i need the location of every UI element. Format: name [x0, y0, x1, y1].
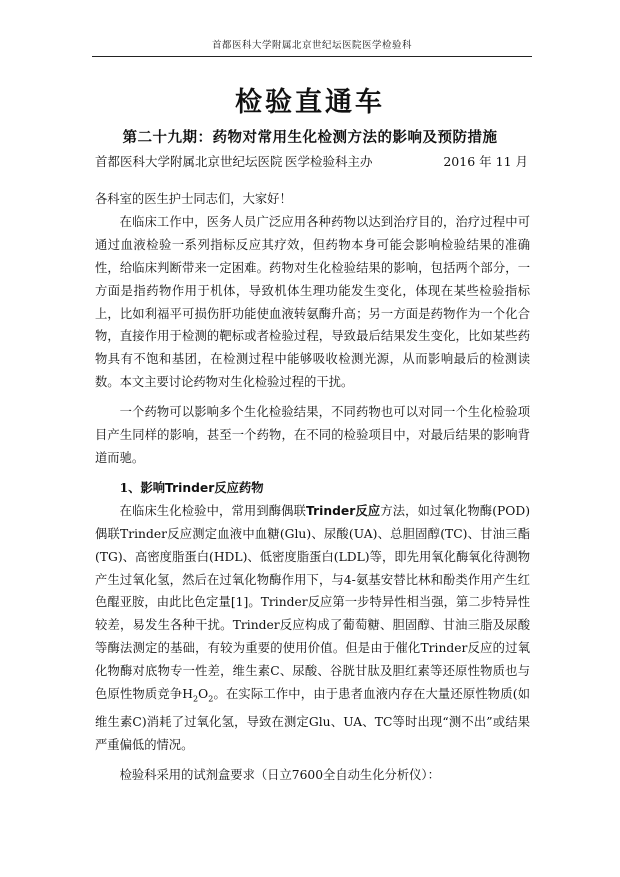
p3-subscript-2: 2: [208, 694, 214, 704]
p3-part-c: 方法，如过氧化物酶(POD)偶联Trinder反应测定血液中血糖(Glu)、尿酸(UA)、总胆固醇(TC)、甘油三酯(TG)、高密度脂蛋白(HDL)、低密度脂蛋白(LDL)等，即先用氧化酶氧化待测物产生过氧化氢，然后在过氧化物酶作用下，与4-氨基安替比林和酚类作用产生红色醌亚胺，由此比色定量[1]。Trinder反应第一步特异性相当强，第二步特异性较差，易发生各种干扰。Trinder反应构成了葡萄糖、胆固醇、甘油三脂及尿酸等酶法测定的基础，有较为重要的使用价值。但是由于催化Trinder反应的过氧化物酶对底物专一性差，维生素C、尿酸、谷胱甘肽及胆红素等还原性物质也与色原性物质竞争H: [95, 503, 531, 702]
issue-subtitle: 第二十九期：药物对常用生化检测方法的影响及预防措施: [122, 129, 498, 146]
publication-meta: [95, 152, 528, 170]
section-heading-trinder: [95, 477, 530, 500]
section-latin-term: Trinder: [165, 480, 215, 495]
article-body: [95, 188, 530, 787]
paragraph-overview: 一个药物可以影响多个生化检验结果，不同药物也可以对同一个生化检验项目产生同样的影响，甚至一个药物，在不同的检验项目中，对最后结果的影响背道而驰。: [95, 405, 530, 465]
paragraph-trinder: [95, 500, 530, 757]
running-header-text: 首都医科大学附属北京世纪坛医院医学检验科: [211, 40, 412, 51]
p3-bold-term: Trinder反应: [306, 503, 381, 518]
section-number: 1、影响: [119, 479, 166, 495]
publisher-dept: 医学检验科主办: [285, 154, 373, 169]
greeting: 各科室的医生护士同志们，大家好！: [95, 192, 292, 206]
p3-part-a: 在临床生化检验中，常用到酶偶联: [119, 503, 307, 518]
publication-date: 2016 年 11 月: [443, 154, 528, 169]
p3-part-d: O: [198, 687, 209, 702]
publisher-org: 首都医科大学附属北京世纪坛医院: [95, 154, 283, 169]
p3-subscript-1: 2: [193, 694, 199, 704]
p3-part-e: 。在实际工作中，由于患者血液内存在大量还原性物质(如维生素C)消耗了过氧化氢，导致在测定Glu、UA、TC等时出现“测不出”或结果严重偏低的情况。: [95, 687, 530, 753]
running-header: [92, 38, 532, 57]
paragraph-intro: 在临床工作中，医务人员广泛应用各种药物以达到治疗目的，治疗过程中可通过血液检验一系列指标反应其疗效，但药物本身可能会影响检验结果的准确性，给临床判断带来一定困难。药物对生化检验结果的影响，包括两个部分，一方面是指药物作用于机体，导致机体生理功能发生变化，体现在某些检验指标上，比如利福平可损伤肝功能使血液转氨酶升高；另一方面是药物作为一个化合物，直接作用于检测的靶标或者检验过程，导致最后结果发生变化，比如某些药物具有不饱和基团，在检测过程中能够吸收检测光源，从而影响最后的检测读数。本文主要讨论药物对生化检验过程的干扰。: [95, 214, 530, 390]
section-heading-rest: 反应药物: [214, 479, 264, 495]
paragraph-reagent: 检验科采用的试剂盒要求（日立7600全自动生化分析仪）：: [119, 768, 440, 783]
page-title: 检验直通车: [235, 87, 385, 118]
